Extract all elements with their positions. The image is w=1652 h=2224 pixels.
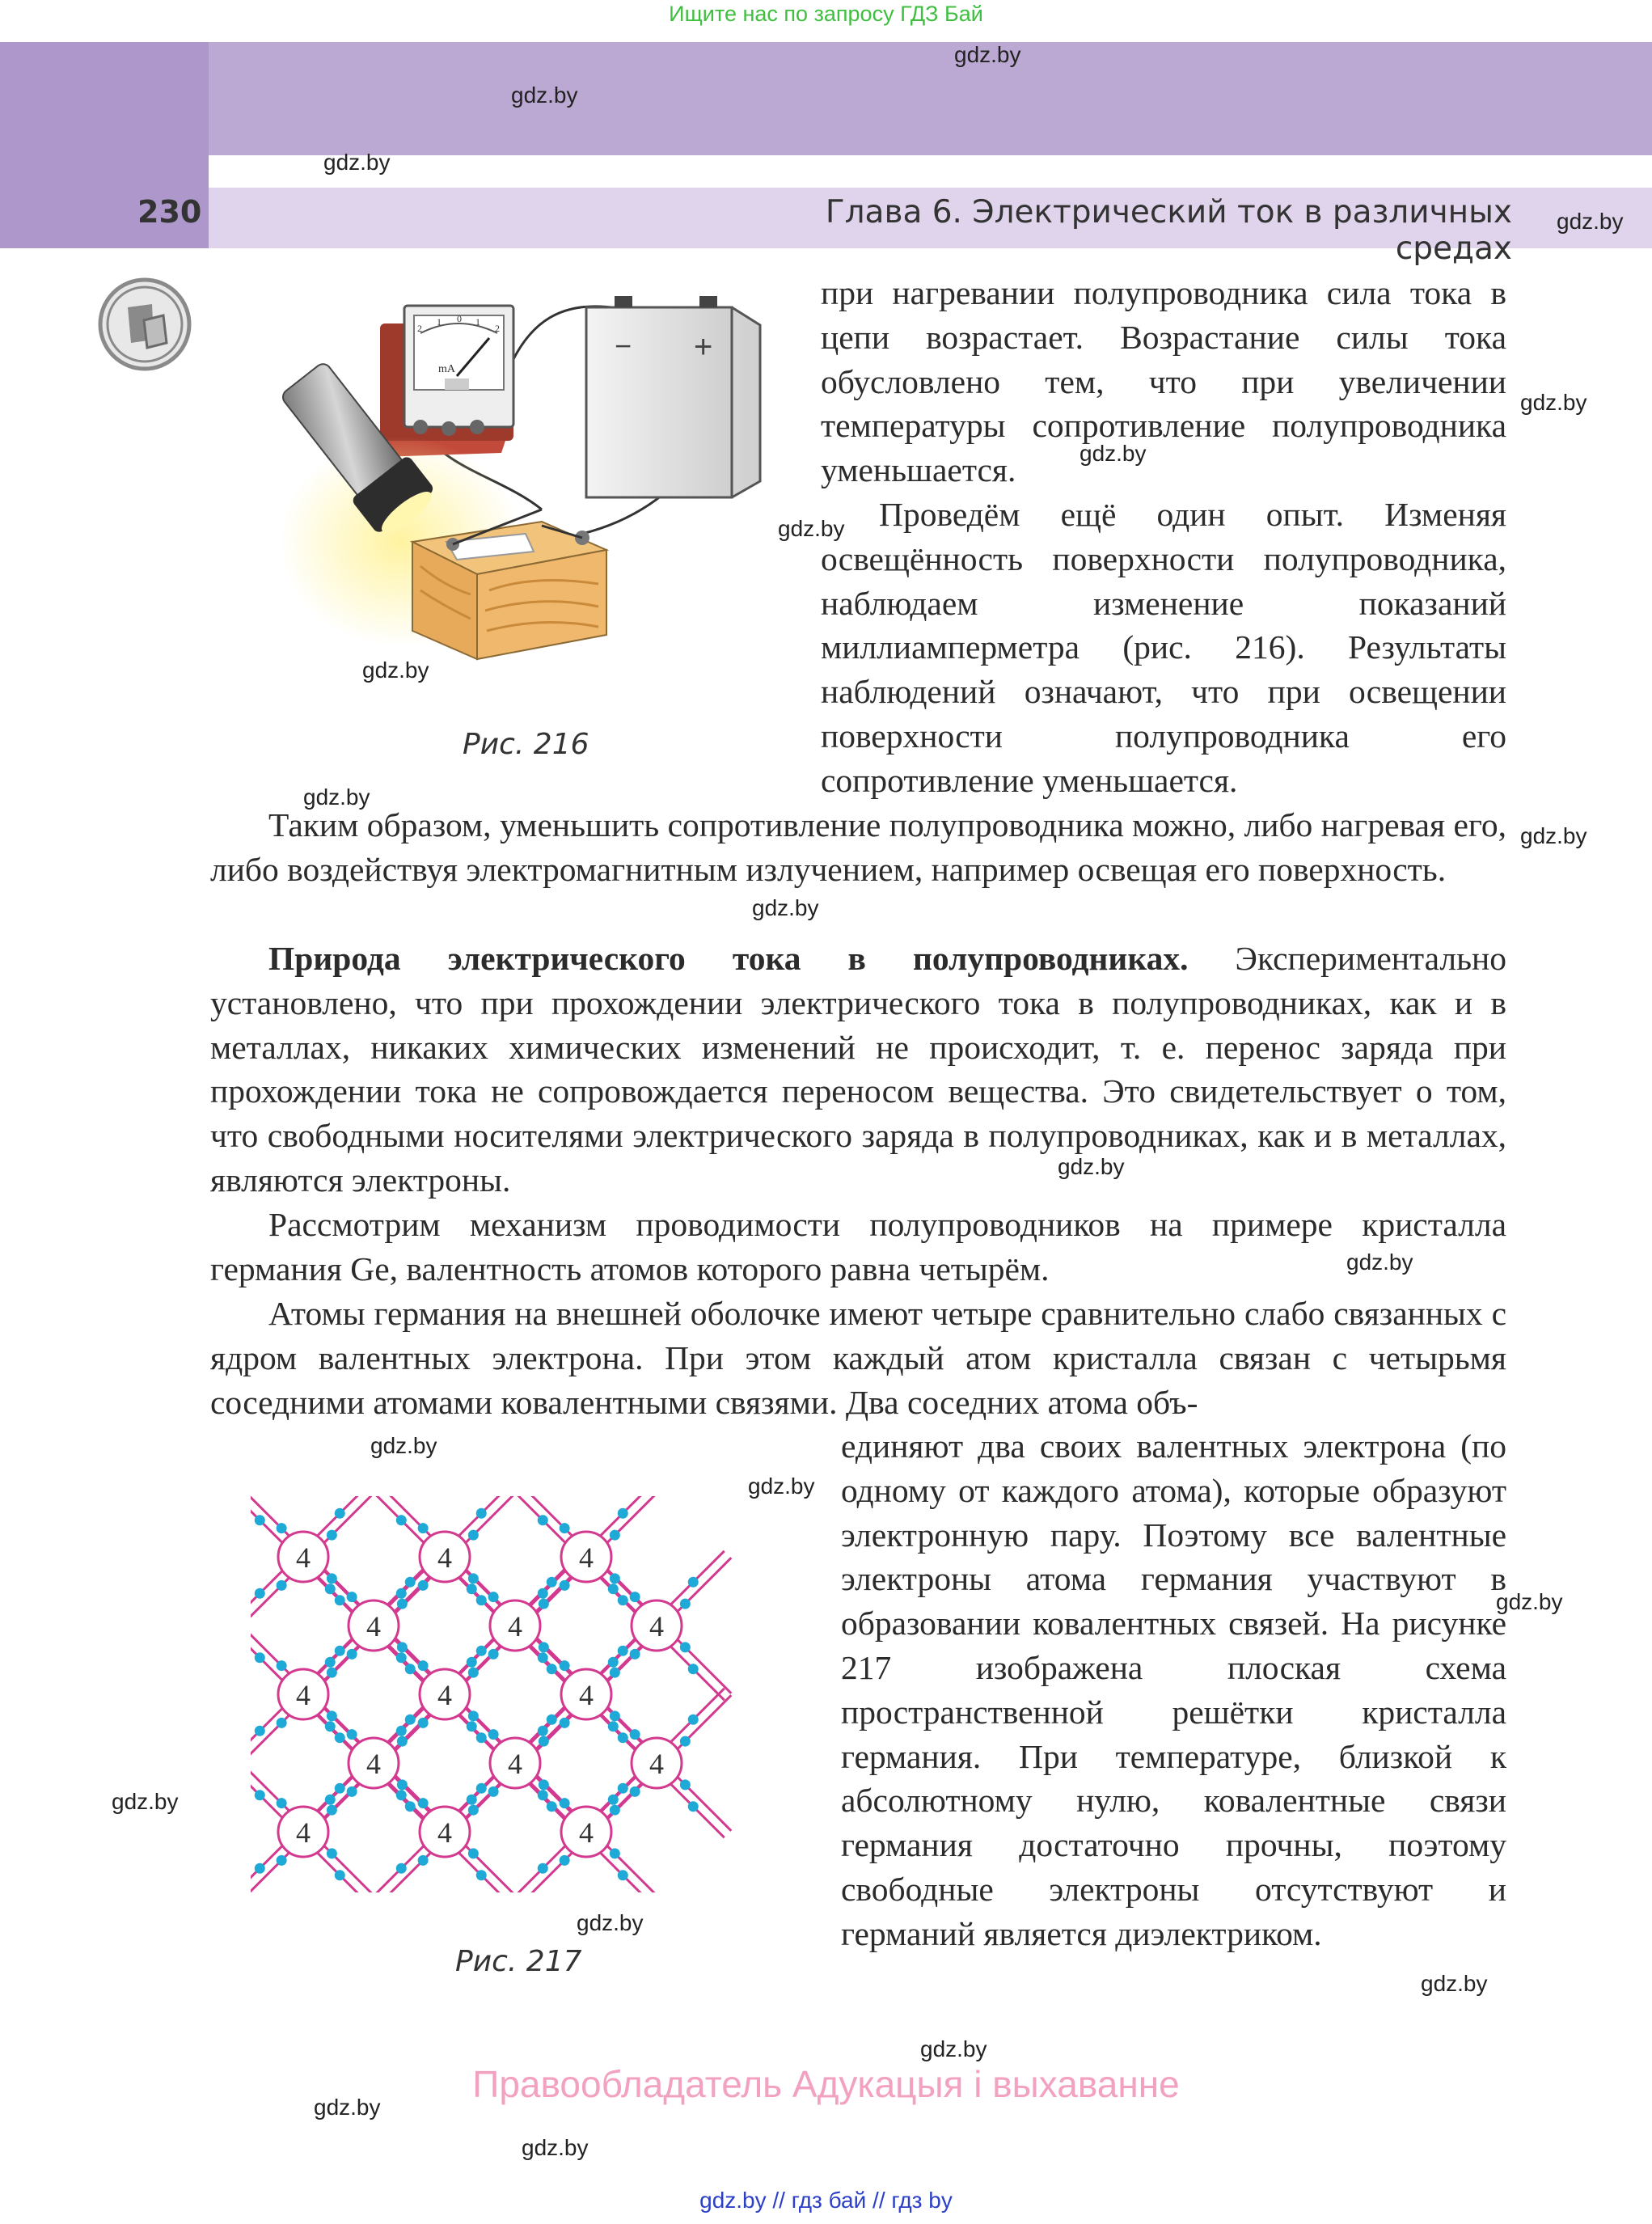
valence-electron: [630, 1786, 640, 1797]
watermark: gdz.by: [1496, 1589, 1563, 1614]
valence-electron: [610, 1848, 620, 1858]
valence-electron: [539, 1642, 549, 1652]
valence-electron: [538, 1863, 548, 1874]
valence-electron: [347, 1729, 357, 1740]
valence-electron: [680, 1779, 691, 1790]
atom-valence-label: 4: [649, 1610, 664, 1643]
valence-electron: [325, 1583, 336, 1594]
watermark: gdz.by: [323, 150, 391, 175]
valence-electron: [618, 1732, 628, 1743]
valence-electron: [418, 1580, 429, 1591]
atom-valence-label: 4: [296, 1679, 311, 1711]
watermark: gdz.by: [778, 516, 845, 541]
paragraph-6: Атомы германия на внешней оболочке имеют четыре сравнительно слабо связанных с ядром валентных электрона. При этом каждый атом кристалла связан с четырьмя соседними атомами ковалентными связями. Два соседних атома объ-: [210, 1295, 1506, 1421]
valence-electron: [255, 1652, 265, 1663]
valence-electron: [418, 1798, 429, 1808]
valence-electron: [335, 1732, 345, 1743]
valence-electron: [418, 1718, 429, 1728]
valence-electron: [405, 1715, 416, 1725]
valence-electron: [610, 1805, 620, 1816]
watermark: gdz.by: [1058, 1154, 1125, 1179]
valence-electron: [688, 1664, 699, 1674]
valence-electron: [547, 1577, 557, 1588]
valence-electron: [610, 1573, 620, 1583]
valence-electron: [335, 1783, 345, 1794]
watermark: gdz.by: [752, 895, 819, 920]
paragraph-5: Рассмотрим механизм проводимости полупроводников на примере кристалла германия Ge, валентность атомов которого равна четырём.: [210, 1206, 1506, 1287]
watermark: gdz.by: [522, 2135, 589, 2160]
valence-electron: [476, 1508, 487, 1519]
valence-electron: [347, 1592, 357, 1602]
copyright-notice: Правообладатель Адукацыя і выхаванне: [472, 2063, 1180, 2105]
atom-valence-label: 4: [366, 1748, 381, 1780]
atom-valence-label: 4: [649, 1748, 664, 1780]
valence-electron: [680, 1642, 691, 1652]
valence-electron: [397, 1736, 408, 1747]
figure-216-caption: Рис. 216: [463, 728, 589, 761]
valence-electron: [277, 1718, 287, 1728]
valence-electron: [610, 1530, 620, 1541]
valence-electron: [560, 1660, 570, 1671]
valence-electron: [325, 1721, 336, 1731]
valence-electron: [277, 1855, 287, 1866]
watermark: gdz.by: [370, 1433, 437, 1458]
watermark: gdz.by: [1346, 1249, 1413, 1275]
atom-valence-label: 4: [437, 1816, 452, 1849]
valence-electron: [608, 1721, 619, 1731]
atom-valence-label: 4: [437, 1541, 452, 1574]
valence-electron: [325, 1795, 336, 1805]
valence-electron: [325, 1657, 336, 1668]
valence-electron: [560, 1523, 570, 1533]
watermark: gdz.by: [748, 1474, 815, 1499]
valence-electron: [255, 1588, 265, 1599]
valence-electron: [255, 1863, 265, 1874]
valence-electron: [476, 1732, 487, 1743]
valence-electron: [488, 1592, 499, 1602]
valence-electron: [608, 1657, 619, 1668]
header-band: [0, 42, 1652, 155]
paragraph-2: Проведём ещё один опыт. Изменяя освещённость поверхности полупроводника, наблюдаем изменение показаний миллиамперметра (рис. 216). Результаты наблюдений означают, что при освещении поверхности полупроводника его сопротивление уменьшается.: [821, 496, 1506, 799]
paragraph-1: при нагревании полупроводника сила тока в цепи возрастает. Возрастание силы тока обусловлено тем, что при увеличении температуры сопротивление полупроводника уменьшается.: [821, 274, 1506, 489]
valence-electron: [405, 1664, 416, 1674]
paragraph-4-text: Экспериментально установлено, что при прохождении электрического тока в полупроводниках, как и в металлах, никаких химических изменений не происходит, т. е. перенос заряда при прохождении тока не сопровождается переносом вещества. Это свидетельствует о том, что свободными носителями электрического заряда в полупроводниках, как и в металлах, являются электроны.: [210, 940, 1506, 1199]
valence-electron: [538, 1790, 548, 1800]
atom-valence-label: 4: [296, 1541, 311, 1574]
battery-plus: +: [694, 329, 713, 365]
atom-valence-label: 4: [366, 1610, 381, 1643]
top-banner: Ищите нас по запросу ГДЗ Бай: [669, 2, 983, 26]
valence-electron: [688, 1577, 699, 1588]
valence-electron: [418, 1523, 429, 1533]
valence-electron: [335, 1508, 345, 1519]
valence-electron: [539, 1779, 549, 1790]
valence-electron: [608, 1795, 619, 1805]
valence-electron: [335, 1870, 345, 1880]
valence-electron: [468, 1805, 479, 1816]
watermark: gdz.by: [1520, 390, 1587, 415]
valence-electron: [560, 1798, 570, 1808]
valence-electron: [396, 1726, 407, 1736]
watermark: gdz.by: [303, 784, 370, 810]
valence-electron: [488, 1649, 499, 1660]
valence-electron: [327, 1710, 337, 1721]
watermark: gdz.by: [314, 2095, 381, 2120]
valence-electron: [618, 1508, 628, 1519]
valence-electron: [468, 1668, 479, 1678]
valence-electron: [327, 1848, 337, 1858]
watermark: gdz.by: [1080, 441, 1147, 466]
valence-electron: [630, 1592, 640, 1602]
valence-electron: [396, 1652, 407, 1663]
atom-valence-label: 4: [437, 1679, 452, 1711]
valence-electron: [405, 1577, 416, 1588]
valence-electron: [396, 1588, 407, 1599]
valence-electron: [347, 1786, 357, 1797]
valence-electron: [327, 1805, 337, 1816]
valence-electron: [538, 1588, 548, 1599]
valence-electron: [488, 1729, 499, 1740]
paragraph-7: единяют два своих валентных электрона (по одному от каждого атома), которые образуют электронную пару. Поэтому все валентные электроны атома германия участвуют в образовании ковалентных связей. На рисунке 217 изображена плоская схема пространственной решётки кристалла германия. При температуре, близкой к абсолютному нулю, ковалентные связи германия достаточно прочны, поэтому свободные электроны отсутствуют и германий является диэлектриком.: [841, 1427, 1506, 1952]
atom-valence-label: 4: [579, 1816, 594, 1849]
valence-electron: [608, 1583, 619, 1594]
paragraph-3: Таким образом, уменьшить сопротивление полупроводника можно, либо нагревая его, либо воздействуя электромагнитным излучением, например освещая его поверхность.: [210, 806, 1506, 888]
figure-217-caption: Рис. 217: [455, 1945, 582, 1978]
valence-electron: [610, 1668, 620, 1678]
valence-electron: [476, 1595, 487, 1605]
valence-electron: [255, 1726, 265, 1736]
experiment-icon: [95, 275, 194, 374]
meter-scale-label: 2: [495, 323, 500, 334]
figure-217-lattice: [251, 1496, 776, 1892]
valence-electron: [618, 1783, 628, 1794]
valence-electron: [277, 1798, 287, 1808]
valence-electron: [538, 1652, 548, 1663]
valence-electron: [397, 1779, 408, 1790]
valence-electron: [630, 1729, 640, 1740]
valence-electron: [396, 1515, 407, 1525]
valence-electron: [547, 1801, 557, 1812]
watermark: gdz.by: [920, 2036, 987, 2061]
atom-valence-label: 4: [508, 1610, 522, 1643]
valence-electron: [405, 1801, 416, 1812]
valence-electron: [277, 1523, 287, 1533]
footer-links: gdz.by // гдз бай // гдз by: [699, 2188, 953, 2213]
valence-electron: [418, 1855, 429, 1866]
watermark: gdz.by: [1520, 823, 1587, 848]
valence-electron: [476, 1646, 487, 1656]
meter-scale-label: 2: [417, 323, 422, 334]
watermark: gdz.by: [1421, 1971, 1488, 1996]
valence-electron: [396, 1790, 407, 1800]
atom-valence-label: 4: [579, 1541, 594, 1574]
meter-scale-label: 0: [457, 313, 462, 324]
valence-electron: [610, 1710, 620, 1721]
valence-electron: [397, 1642, 408, 1652]
valence-electron: [468, 1573, 479, 1583]
valence-electron: [560, 1718, 570, 1728]
valence-electron: [255, 1790, 265, 1800]
meter-scale-label: 1: [437, 316, 442, 328]
valence-electron: [560, 1855, 570, 1866]
valence-electron: [476, 1783, 487, 1794]
valence-electron: [618, 1646, 628, 1656]
watermark: gdz.by: [954, 42, 1021, 67]
valence-electron: [397, 1599, 408, 1609]
valence-electron: [539, 1736, 549, 1747]
section-heading: Природа электрического тока в полупроводниках.: [268, 940, 1189, 977]
valence-electron: [476, 1870, 487, 1880]
valence-electron: [327, 1668, 337, 1678]
valence-electron: [547, 1664, 557, 1674]
chapter-title: Глава 6. Электрический ток в различных средах: [825, 194, 1512, 267]
watermark: gdz.by: [577, 1910, 644, 1935]
valence-electron: [538, 1515, 548, 1525]
valence-electron: [327, 1573, 337, 1583]
valence-electron: [396, 1863, 407, 1874]
valence-electron: [468, 1848, 479, 1858]
valence-electron: [335, 1595, 345, 1605]
valence-electron: [488, 1786, 499, 1797]
valence-electron: [538, 1726, 548, 1736]
watermark: gdz.by: [362, 657, 429, 683]
valence-electron: [418, 1660, 429, 1671]
valence-electron: [680, 1736, 691, 1747]
valence-electron: [688, 1715, 699, 1725]
valence-electron: [467, 1583, 477, 1594]
page-number: 230: [137, 194, 202, 230]
valence-electron: [630, 1649, 640, 1660]
watermark: gdz.by: [112, 1789, 179, 1814]
valence-electron: [618, 1595, 628, 1605]
valence-electron: [680, 1599, 691, 1609]
valence-electron: [467, 1795, 477, 1805]
paragraph-4: [210, 937, 1506, 1203]
valence-electron: [468, 1710, 479, 1721]
valence-electron: [560, 1580, 570, 1591]
valence-electron: [547, 1715, 557, 1725]
valence-electron: [327, 1530, 337, 1541]
battery-minus: −: [615, 329, 632, 362]
valence-electron: [347, 1649, 357, 1660]
valence-electron: [539, 1599, 549, 1609]
valence-electron: [467, 1721, 477, 1731]
valence-electron: [468, 1530, 479, 1541]
valence-electron: [255, 1515, 265, 1525]
valence-electron: [467, 1657, 477, 1668]
meter-scale-label: 1: [475, 316, 480, 328]
watermark: gdz.by: [1557, 209, 1624, 234]
atom-valence-label: 4: [579, 1679, 594, 1711]
atom-valence-label: 4: [508, 1748, 522, 1780]
valence-electron: [277, 1660, 287, 1671]
atom-valence-label: 4: [296, 1816, 311, 1849]
valence-electron: [335, 1646, 345, 1656]
meter-unit: mA: [438, 363, 455, 375]
valence-electron: [618, 1870, 628, 1880]
watermark: gdz.by: [511, 82, 578, 108]
valence-electron: [688, 1801, 699, 1812]
valence-electron: [277, 1580, 287, 1591]
figure-216-circuit: [259, 267, 792, 687]
